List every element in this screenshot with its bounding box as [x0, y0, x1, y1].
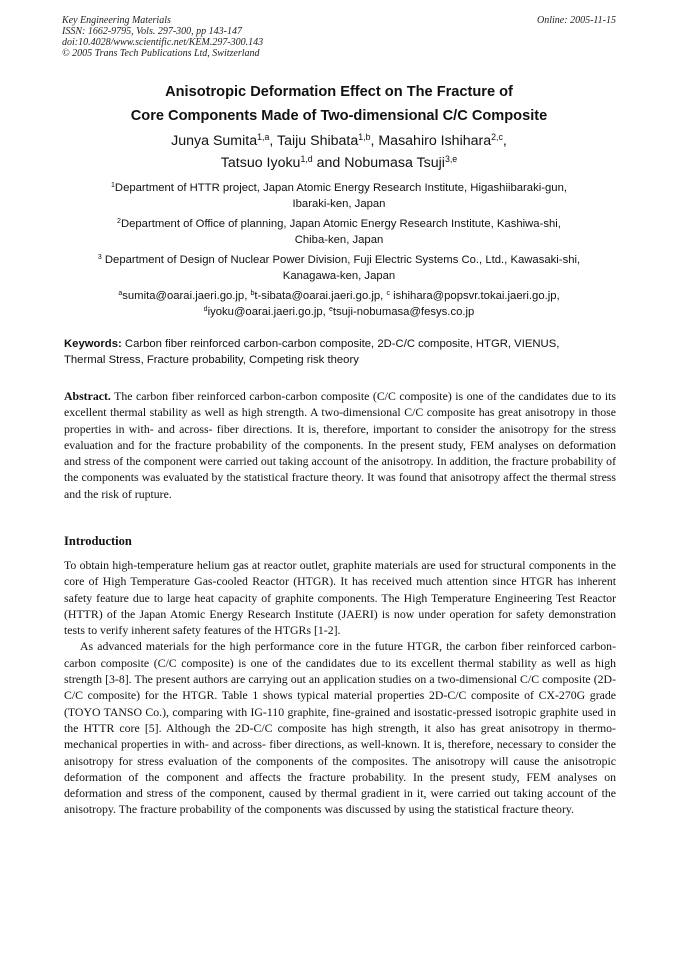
introduction-paragraph-2: As advanced materials for the high performance core in the future HTGR, the carbon fiber reinforced carbon-carbon composite (C/C composite) is one of the candidates due to its excellent thermal stability as well as high strength [3-8]. The present authors are carrying out an application studies on a two-dimensional C/C composite (2D-C/C composite) for the HTGR. Table 1 shows typical material properties 2D-C/C composite of CX-270G grade (TOYO TANSO Co.), comparing with IG-110 graphite, fine-grained and isostatic-pressed isotropic graphite used in the HTTR core [5]. Although the 2D-C/C composite has high strength, it also has great anisotropy in thermo-mechanical properties in with- and across- fiber directions, as well-known. It is, therefore, necessary to consider the anisotropy for stress evaluation of the components of the composites. The anisotropy will cause the anisotropic deformation of the component and affects the fracture probability. In the present study, FEM analyses on deformation and stress of the component, caused by thermal gradient in it, were carried out taking account of the anisotropy. The fracture probability of the components was discussed by using the statistical fracture theory. [64, 639, 616, 817]
affiliations [62, 180, 616, 320]
email-e[interactable]: tsuji-nobumasa@fesys.co.jp [332, 306, 475, 318]
author-row-1: Junya Sumita$^{1,a}$, Taiju Shibata$^{1,b}$, Masahiro Ishihara$^{2,c}$, [171, 132, 507, 149]
email-superscript: d [203, 306, 208, 314]
keywords-label: Keywords: [64, 338, 122, 350]
email-b[interactable]: t-sibata@oarai.jaeri.go.jp, [254, 290, 384, 302]
author-list [60, 130, 618, 174]
paper-title [60, 80, 618, 128]
title-line-1: Anisotropic Deformation Effect on The Fracture of [165, 84, 513, 100]
email-line-1 [62, 288, 616, 304]
email-list [62, 288, 616, 320]
introduction-body [64, 557, 616, 818]
keywords-line-2: Thermal Stress, Fracture probability, Competing risk theory [64, 354, 359, 366]
affiliation-2 [62, 216, 616, 248]
author-name: Nobumasa Tsuji [344, 155, 445, 171]
keywords-line-1 [64, 336, 616, 352]
email-superscript: a [118, 290, 123, 298]
abstract-section [64, 388, 616, 502]
author-name: Masahiro Ishihara [378, 133, 492, 149]
affiliation-line: Chiba-ken, Japan [294, 234, 384, 246]
abstract-text: The carbon fiber reinforced carbon-carbon composite (C/C composite) is one of the candidates due to its excellent thermal stability as well as high strength. A two-dimensional C/C composite has great anisotropy in those properties in with- and across- fiber directions. It is, therefore, important to consider the anisotropy for the stress evaluation and for the fracture probability of the components. In the present study, FEM analyses on deformation and stress of the component were carried out taking account of the anisotropy. In addition, the fracture probability of the components was evaluated by the statistical fracture theory. It was found that anisotropy affect the thermal stress and the risk of rupture. [64, 389, 616, 501]
author-name: Junya Sumita [171, 133, 258, 149]
author-conjunction: and [316, 155, 341, 171]
email-c[interactable]: ishihara@popsvr.tokai.jaeri.go.jp, [393, 290, 560, 302]
doi-line[interactable]: doi:10.4028/www.scientific.net/KEM.297-300.143 [62, 37, 264, 48]
author-name: Taiju Shibata [276, 133, 359, 149]
journal-header [62, 15, 616, 59]
affiliation-1 [62, 180, 616, 212]
affiliation-text: Department of Design of Nuclear Power Division, Fuji Electric Systems Co., Ltd., Kawasaki-shi, [104, 254, 581, 266]
email-d[interactable]: iyoku@oarai.jaeri.go.jp, [207, 306, 326, 318]
email-line-2 [62, 304, 616, 320]
keywords-section [64, 336, 616, 368]
email-superscript: e [328, 306, 333, 314]
email-superscript: c [386, 290, 390, 298]
email-superscript: b [250, 290, 255, 298]
affiliation-line: Ibaraki-ken, Japan [292, 198, 386, 210]
author-superscript: 3,e [444, 154, 458, 165]
affiliation-superscript: 2 [117, 218, 121, 226]
affiliation-line [62, 216, 616, 232]
journal-name: Key Engineering Materials [62, 15, 171, 26]
keywords-text: Carbon fiber reinforced carbon-carbon composite, 2D-C/C composite, HTGR, VIENUS, [124, 338, 560, 350]
affiliation-text: Department of HTTR project, Japan Atomic Energy Research Institute, Higashiibaraki-gun, [114, 182, 567, 194]
affiliation-line [62, 252, 616, 268]
introduction-heading: Introduction [64, 534, 132, 548]
abstract-label: Abstract. [64, 389, 111, 403]
title-line-2: Core Components Made of Two-dimensional C/C Composite [130, 108, 548, 124]
email-a[interactable]: sumita@oarai.jaeri.go.jp, [122, 290, 248, 302]
affiliation-line: Kanagawa-ken, Japan [282, 270, 396, 282]
author-superscript: 1,b [358, 132, 371, 143]
affiliation-line [62, 180, 616, 196]
author-row-2 [60, 152, 618, 174]
introduction-paragraph-1: To obtain high-temperature helium gas at reactor outlet, graphite materials are used for structural components in the core of High Temperature Gas-cooled Reactor (HTGR). It has received much attention since HTGR has inherent safety feature due to large heat capacity of graphite components. The High Temperature Engineering Test Reactor (HTTR) of the Japan Atomic Energy Research Institute (JAERI) is now under operation for safety demonstration tests to verify inherent safety features of the HTGRs [1-2]. [64, 558, 616, 638]
affiliation-3 [62, 252, 616, 284]
author-superscript: 1,d [300, 154, 313, 165]
author-superscript: 1,a [257, 132, 270, 143]
affiliation-superscript: 3 [97, 254, 102, 262]
affiliation-text: Department of Office of planning, Japan Atomic Energy Research Institute, Kashiwa-shi, [120, 218, 561, 230]
author-name: Tatsuo Iyoku [220, 155, 301, 171]
author-superscript: 2,c [491, 132, 503, 143]
online-date: Online: 2005-11-15 [537, 15, 616, 26]
issn-line: ISSN: 1662-9795, Vols. 297-300, pp 143-147 [62, 26, 242, 37]
affiliation-superscript: 1 [111, 182, 115, 190]
copyright-line: © 2005 Trans Tech Publications Ltd, Switzerland [62, 48, 260, 59]
